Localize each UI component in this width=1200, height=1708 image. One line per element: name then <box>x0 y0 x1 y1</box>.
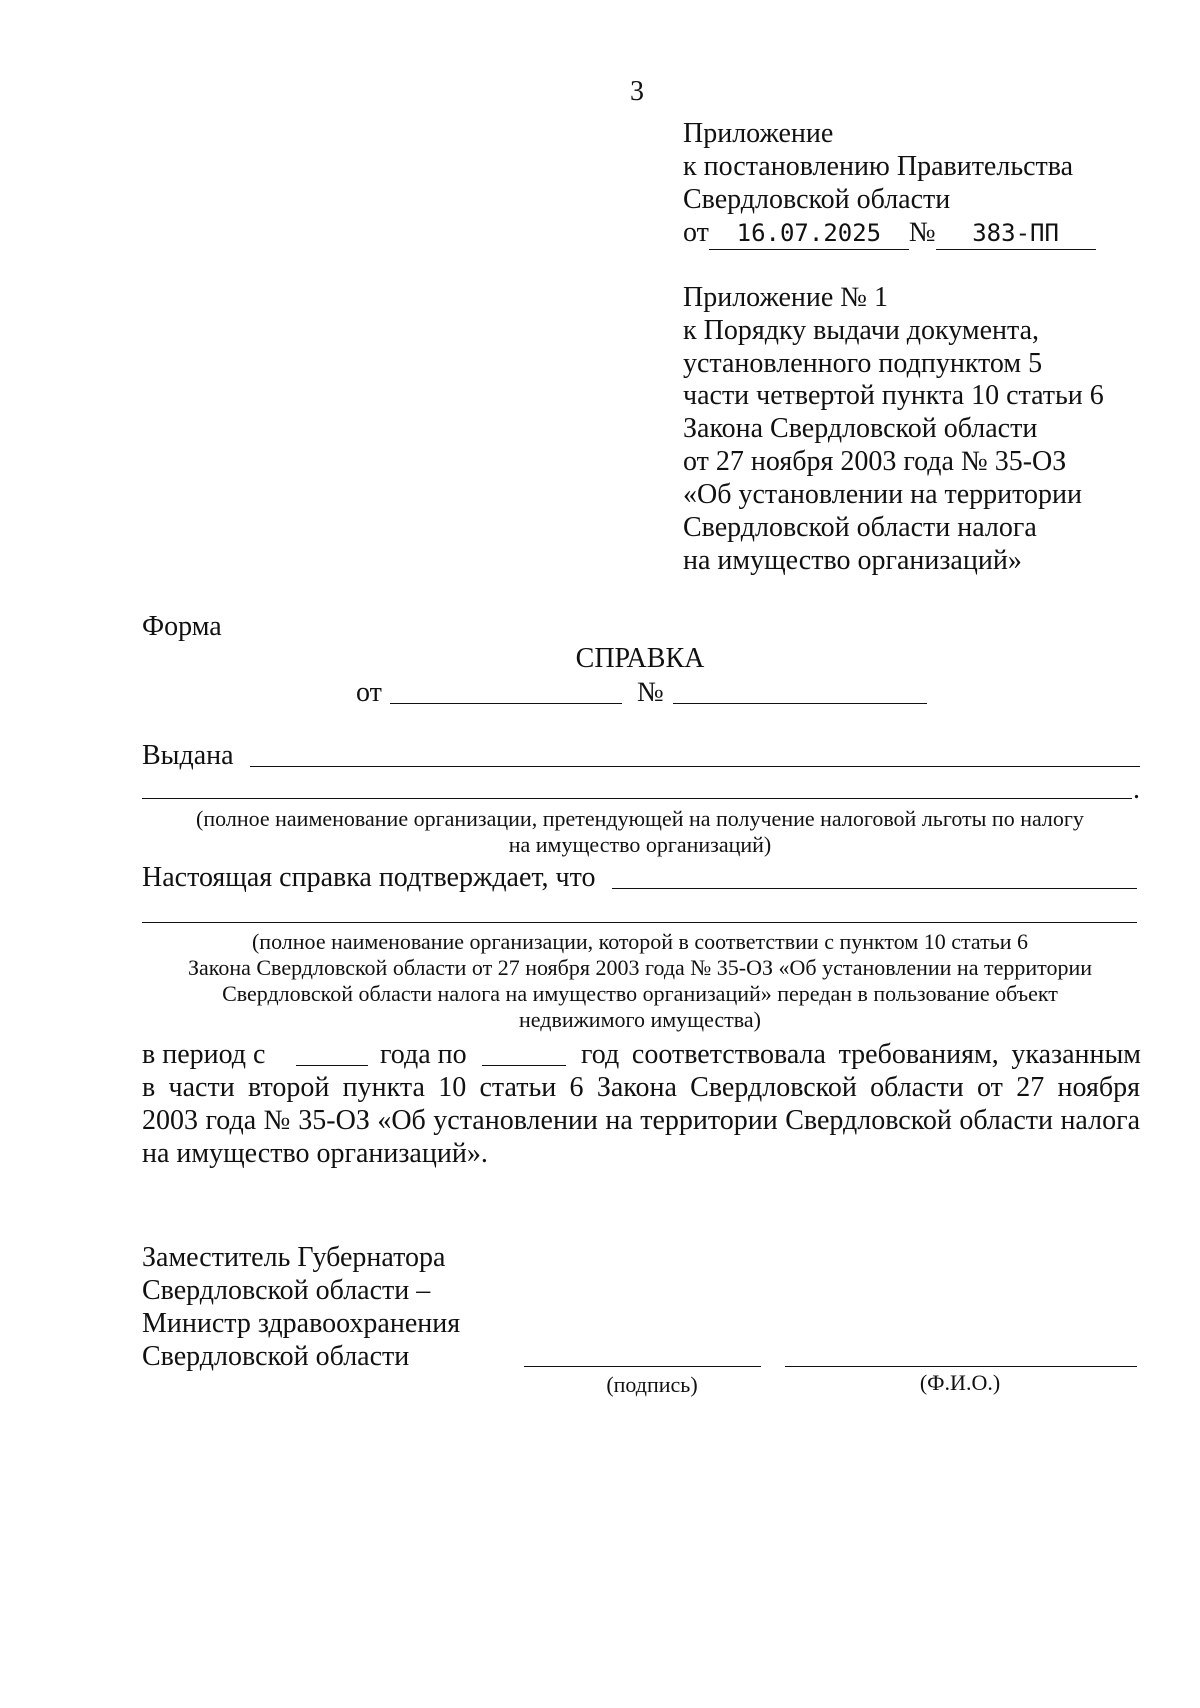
signature-hint: (подпись) <box>606 1372 698 1397</box>
issued-hint-line1: (полное наименование организации, претендующей на получение налоговой льготы по налогу <box>196 806 1084 831</box>
appendix1-line: Закона Свердловской области <box>683 413 1038 444</box>
resolution-number: 383-ПП <box>936 217 1096 250</box>
issued-label: Выдана <box>142 740 234 771</box>
confirms-hint-line: недвижимого имущества) <box>519 1007 761 1032</box>
confirms-field-line <box>612 888 1137 889</box>
appendix1-line: Свердловской области налога <box>683 512 1037 543</box>
resolution-date: 16.07.2025 <box>709 217 909 250</box>
appendix-header-line3: Свердловской области <box>683 184 951 215</box>
signatory-title-line: Свердловской области <box>142 1341 410 1372</box>
confirms-label: Настоящая справка подтверждает, что <box>142 862 596 893</box>
period-line-2: в части второй пункта 10 статьи 6 Закона Свердловской области от 27 ноября <box>142 1072 1140 1103</box>
appendix1-line: установленного подпунктом 5 <box>683 348 1043 379</box>
form-date-field-line <box>390 703 622 704</box>
period-word-3: год соответствовала требованиям, указанным <box>581 1039 1141 1070</box>
period-from-field-line <box>296 1065 368 1066</box>
period-line-3: 2003 года № 35-ОЗ «Об установлении на территории Свердловской области налога <box>142 1105 1140 1136</box>
appendix1-line: «Об установлении на территории <box>683 479 1082 510</box>
appendix1-line: части четвертой пункта 10 статьи 6 <box>683 380 1104 411</box>
appendix1-line: к Порядку выдачи документа, <box>683 315 1040 346</box>
period-word-2: года по <box>380 1039 467 1070</box>
signatory-title-line: Заместитель Губернатора <box>142 1242 446 1273</box>
name-field-line <box>785 1366 1137 1367</box>
signature-field-line <box>524 1366 761 1367</box>
appendix-header-line2: к постановлению Правительства <box>683 151 1074 182</box>
period-word-1: в период с <box>142 1039 266 1070</box>
confirms-hint-line: (полное наименование организации, которой в соответствии с пунктом 10 статьи 6 <box>251 929 1029 954</box>
appendix1-line: от 27 ноября 2003 года № 35-ОЗ <box>683 446 1067 477</box>
form-number-label: № <box>637 677 664 708</box>
period-to-field-line <box>482 1065 566 1066</box>
issued-field-line <box>250 766 1140 767</box>
date-prefix: от <box>683 217 709 248</box>
issued-hint-line2: на имущество организаций) <box>508 832 772 857</box>
form-label: Форма <box>142 611 222 642</box>
confirms-hint-line: Закона Свердловской области от 27 ноября 2003 года № 35-ОЗ «Об установлении на территории <box>187 955 1092 980</box>
form-number-field-line <box>673 703 927 704</box>
confirms-field-line-2 <box>142 922 1137 923</box>
document-title: СПРАВКА <box>575 643 705 674</box>
issued-end-dot: . <box>1133 774 1140 805</box>
appendix1-line: на имущество организаций» <box>683 545 1022 576</box>
period-line-4: на имущество организаций». <box>142 1138 488 1169</box>
appendix-header-line1: Приложение <box>683 118 834 149</box>
issued-field-line-2 <box>142 798 1132 799</box>
appendix1-line: Приложение № 1 <box>683 282 888 313</box>
name-hint: (Ф.И.О.) <box>919 1370 1001 1395</box>
form-date-label: от <box>356 677 382 708</box>
signatory-title-line: Министр здравоохранения <box>142 1308 461 1339</box>
page-number: 3 <box>630 76 644 107</box>
confirms-hint-line: Свердловской области налога на имущество организаций» передан в пользование объект <box>222 981 1058 1006</box>
appendix-date-number-line <box>683 217 1096 250</box>
number-prefix: № <box>908 217 936 248</box>
signatory-title-line: Свердловской области – <box>142 1275 431 1306</box>
